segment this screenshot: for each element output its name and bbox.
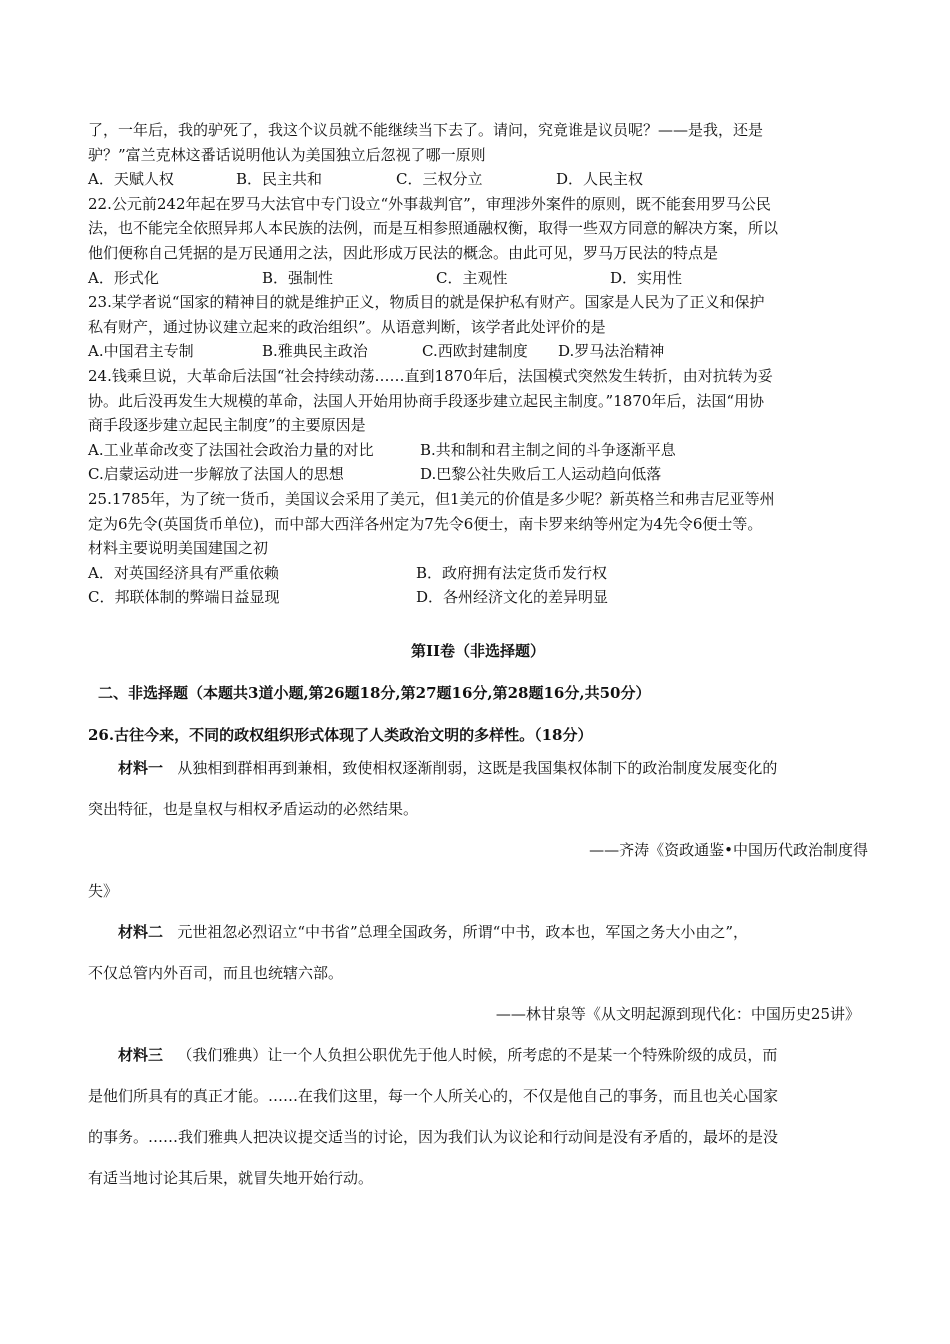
q24-line1: 24.钱乘旦说，大革命后法国“社会持续动荡……直到1870年后，法国模式突然发生转折，由对抗转为妥	[88, 366, 773, 385]
q24-options-row2	[88, 462, 868, 487]
material-2-line2: 不仅总管内外百司，而且也统辖六部。	[88, 963, 344, 982]
q23-option-b: B.雅典民主政治	[262, 342, 368, 361]
exam-page	[88, 118, 868, 1199]
q26-material-1	[88, 748, 868, 830]
q24-line3: 商手段逐步建立起民主制度”的主要原因是	[88, 416, 366, 435]
material-2-line1: 元世祖忽必烈诏立“中书省”总理全国政务，所谓“中书，政本也，军国之务大小由之”，	[177, 922, 749, 941]
part2-subtitle: 二、非选择题（本题共3道小题,第26题18分,第27题16分,第28题16分,共50分）	[98, 683, 651, 702]
q21-option-c: C．三权分立	[396, 170, 483, 189]
q22-options	[88, 266, 868, 291]
q22-line2: 法，也不能完全依照异邦人本民族的法例，而是互相参照通融权衡，取得一些双方同意的解决方案，所以	[88, 219, 779, 238]
q25-line3: 材料主要说明美国建国之初	[88, 539, 269, 558]
material-3-line2: 是他们所具有的真正才能。……在我们这里，每一个人所关心的，不仅是他自己的事务，而且也关心国家	[88, 1086, 779, 1105]
q22-option-c: C．主观性	[436, 268, 508, 287]
material-1-source-cont: 失》	[88, 881, 119, 900]
q22-option-a: A．形式化	[88, 268, 159, 287]
q22-option-b: B．强制性	[262, 268, 334, 287]
material-3-line1: （我们雅典）让一个人负担公职优先于他人时候，所考虑的不是某一个特殊阶级的成员，而	[177, 1045, 778, 1064]
material-1-line2: 突出特征，也是皇权与相权矛盾运动的必然结果。	[88, 799, 419, 818]
material-2-label: 材料二	[118, 922, 164, 941]
q26-material-2	[88, 912, 868, 994]
q25-line2: 定为6先令(英国货币单位)，而中部大西洋各州定为7先令6便士，南卡罗来纳等州定为4先令6便士等。	[88, 514, 763, 533]
q23-option-d: D.罗马法治精神	[558, 342, 665, 361]
q21-line2: 驴？”富兰克林这番话说明他认为美国独立后忽视了哪一原则	[88, 145, 486, 164]
q21-line1: 了，一年后，我的驴死了，我这个议员就不能继续当下去了。请问，究竟谁是议员呢？——是我，还是	[88, 121, 764, 139]
q21-option-b: B．民主共和	[236, 170, 323, 189]
q23-option-a: A.中国君主专制	[88, 342, 194, 361]
q22-option-d: D．实用性	[610, 268, 683, 287]
material-1-source: ——齐涛《资政通鉴•中国历代政治制度得	[589, 840, 868, 859]
q21-option-a: A．天赋人权	[88, 170, 174, 189]
q22-line3: 他们便称自己凭据的是万民通用之法，因此形成万民法的概念。由此可见，罗马万民法的特点是	[88, 243, 719, 262]
material-3-line4: 有适当地讨论其后果，就冒失地开始行动。	[88, 1168, 374, 1187]
q23-options	[88, 339, 868, 364]
q24-options-row1	[88, 438, 868, 463]
q24-option-a: A.工业革命改变了法国社会政治力量的对比	[88, 440, 374, 459]
q25-option-d: D．各州经济文化的差异明显	[416, 588, 609, 607]
q23-line1: 23.某学者说“国家的精神目的就是维护正义，物质目的就是保护私有财产。国家是人民为了正义和保护	[88, 293, 765, 312]
q21-option-d: D．人民主权	[556, 170, 644, 189]
q25-options-row1	[88, 561, 868, 586]
material-1-line1: 从独相到群相再到兼相，致使相权逐渐削弱，这既是我国集权体制下的政治制度发展变化的	[177, 758, 778, 777]
material-1-label: 材料一	[118, 758, 164, 777]
q26-material-3	[88, 1035, 868, 1199]
material-3-line3: 的事务。……我们雅典人把决议提交适当的讨论，因为我们认为议论和行动间是没有矛盾的，最坏的是没	[88, 1127, 779, 1146]
q22-line1: 22.公元前242年起在罗马大法官中专门设立“外事裁判官”，审理涉外案件的原则，既不能套用罗马公民	[88, 194, 771, 213]
material-3-label: 材料三	[118, 1045, 164, 1064]
q21-options	[88, 167, 868, 192]
q26-stem: 26.古往今来，不同的政权组织形式体现了人类政治文明的多样性。（18分）	[88, 725, 593, 744]
q25-option-a: A．对英国经济具有严重依赖	[88, 563, 279, 582]
q24-option-d: D.巴黎公社失败后工人运动趋向低落	[420, 465, 662, 484]
q25-options-row2	[88, 585, 868, 610]
q23-line2: 私有财产，通过协议建立起来的政治组织”。从语意判断，该学者此处评价的是	[88, 317, 606, 336]
material-2-source: ——林甘泉等《从文明起源到现代化：中国历史25讲》	[495, 1004, 860, 1023]
q25-option-b: B．政府拥有法定货币发行权	[416, 563, 608, 582]
part2-title: 第II卷（非选择题）	[410, 641, 546, 660]
q24-line2: 协。此后没再发生大规模的革命，法国人开始用协商手段逐步建立起民主制度。”1870年后，法国“用协	[88, 391, 765, 410]
q24-option-c: C.启蒙运动进一步解放了法国人的思想	[88, 465, 344, 484]
q24-option-b: B.共和制和君主制之间的斗争逐渐平息	[420, 440, 676, 459]
q25-option-c: C．邦联体制的弊端日益显现	[88, 588, 280, 607]
q25-line1: 25.1785年，为了统一货币，美国议会采用了美元，但1美元的价值是多少呢？新英格兰和弗吉尼亚等州	[88, 489, 775, 508]
q23-option-c: C.西欧封建制度	[422, 342, 528, 361]
